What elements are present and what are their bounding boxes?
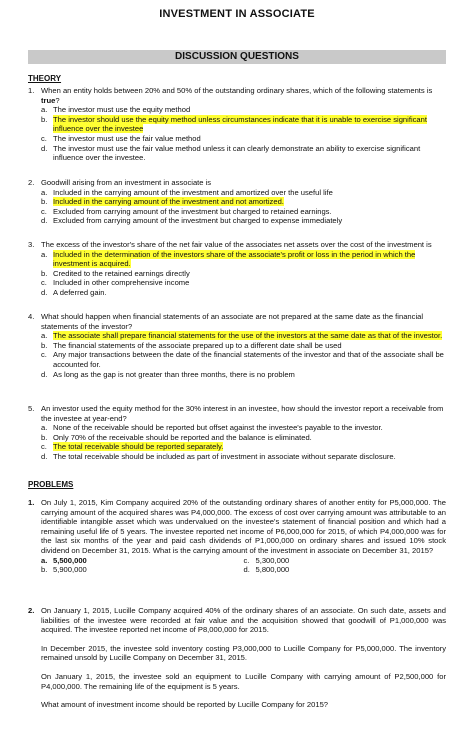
option-a-answer: a. The associate shall prepare financial statements for the use of the investors at the same date as that of the investor.	[41, 331, 443, 341]
choice-b: b. 5,900,000	[41, 565, 87, 575]
option-b: b. Only 70% of the receivable should be reported and the balance is eliminated.	[41, 432, 312, 442]
option-c-answer: c. The total receivable should be reported separately.	[41, 442, 224, 452]
option-a-answer: a. Included in the determination of the investors share of the associate's profit or loss in the period in which the investment is acquired.	[41, 249, 416, 269]
problem-number: 1.	[28, 498, 35, 507]
theory-question-5	[28, 404, 446, 462]
option-d: d. As long as the gap is not greater than three months, there is no problem	[41, 369, 295, 379]
question-text: The excess of the investor's share of the net fair value of the associates net assets over the cost of the investment is	[41, 240, 432, 249]
option-b: b. Credited to the retained earnings directly	[41, 268, 190, 278]
option-c: c. Included in other comprehensive income	[41, 278, 190, 288]
question-number: 2.	[28, 178, 35, 187]
question-number: 5.	[28, 404, 35, 413]
document-title: INVESTMENT IN ASSOCIATE	[159, 8, 315, 20]
problem-text: On July 1, 2015, Kim Company acquired 20% of the outstanding ordinary shares of another entity for P5,000,000. The carrying amount of the acquired shares was P4,000,000. The excess of cost over carrying amount was attributable to an identifiable intangible asset which was undervalued on the investee's statement of financial position and which had a remaining useful life of 5 years. The investee reported net income of P6,000,000 for 2015, of which P4,000,000 was for the last six months of the year and paid cash dividends of P1,000,000 on ordinary shares and issued 10% stock dividend on December 31, 2015. What is the carrying amount of the investment in associate on December 31, 2015?	[41, 498, 446, 555]
problem-paragraph: On January 1, 2015, the investee sold an equipment to Lucille Company with carrying amount of P2,500,000 for P4,000,000. The remaining life of the equipment is 5 years.	[41, 671, 446, 691]
option-d: d. A deferred gain.	[41, 287, 107, 297]
option-c: c. Any major transactions between the date of the financial statements of the investor and that of the associate shall be accounted for.	[41, 350, 444, 369]
question-number: 3.	[28, 240, 35, 249]
option-b-answer: b. The investor should use the equity method unless circumstances indicate that it is unable to exercise significant influence over the investee	[41, 114, 427, 134]
option-d: d. Excluded from carrying amount of the investment but charged to expense immediately	[41, 216, 343, 226]
question-text: What should happen when financial statements of an associate are not prepared at the same date as the financial statements of the investor?	[41, 312, 424, 331]
problem-question: What amount of investment income should be reported by Lucille Company for 2015?	[41, 700, 329, 710]
choice-c: c. 5,300,000	[243, 555, 290, 565]
section-band: DISCUSSION QUESTIONS	[28, 50, 446, 64]
problem-1	[28, 498, 446, 575]
question-number: 4.	[28, 312, 35, 321]
problem-2	[28, 606, 446, 710]
option-d: d. The investor must use the fair value method unless it can clearly demonstrate an ability to exercise significant influence over the investee.	[41, 143, 421, 163]
theory-question-2	[28, 178, 446, 226]
option-a: a. Included in the carrying amount of the investment and amortized over the useful life	[41, 187, 333, 197]
question-text: When an entity holds between 20% and 50% of the outstanding ordinary shares, which of the following statements is true?	[41, 86, 433, 105]
question-number: 1.	[28, 86, 35, 95]
option-d: d. The total receivable should be included as part of investment in associate without separate disclosure.	[41, 451, 396, 461]
theory-heading: THEORY	[28, 74, 62, 83]
question-text: An investor used the equity method for the 30% interest in an investee, how should the investor report a receivable from the investee at year-end?	[41, 404, 444, 423]
answer-choices	[41, 556, 446, 575]
choice-d: d. 5,800,000	[243, 565, 290, 575]
theory-question-3	[28, 240, 446, 298]
option-c: c. The investor must use the fair value method	[41, 133, 201, 143]
theory-question-1	[28, 86, 446, 163]
problem-paragraph: In December 2015, the investee sold inventory costing P3,000,000 to Lucille Company for P5,000,000. The inventory remained unsold by Lucille Company on December 31, 2015.	[41, 643, 446, 663]
problems-heading: PROBLEMS	[28, 480, 74, 489]
option-a: a. The investor must use the equity method	[41, 105, 191, 115]
problem-text	[41, 606, 446, 710]
question-text: Goodwill arising from an investment in associate is	[41, 178, 212, 187]
option-c: c. Excluded from carrying amount of the investment but charged to retained earnings.	[41, 206, 332, 216]
theory-question-4	[28, 312, 446, 379]
problem-number: 2.	[28, 606, 35, 615]
option-b-answer: b. Included in the carrying amount of the investment and not amortized.	[41, 197, 284, 207]
option-a: a. None of the receivable should be reported but offset against the investee's payable to the investor.	[41, 423, 383, 433]
option-b: b. The financial statements of the associate prepared up to a different date shall be used	[41, 340, 342, 350]
choice-a-answer: a. 5,500,000	[41, 555, 87, 565]
problem-paragraph: On January 1, 2015, Lucille Company acquired 40% of the ordinary shares of an associate. On such date, assets and liabilities of the investee were recorded at fair value and the acquisition showed that goodwill of P1,000,000 was acquired. The investee reported net income of P8,000,000 for 2015.	[41, 606, 446, 635]
